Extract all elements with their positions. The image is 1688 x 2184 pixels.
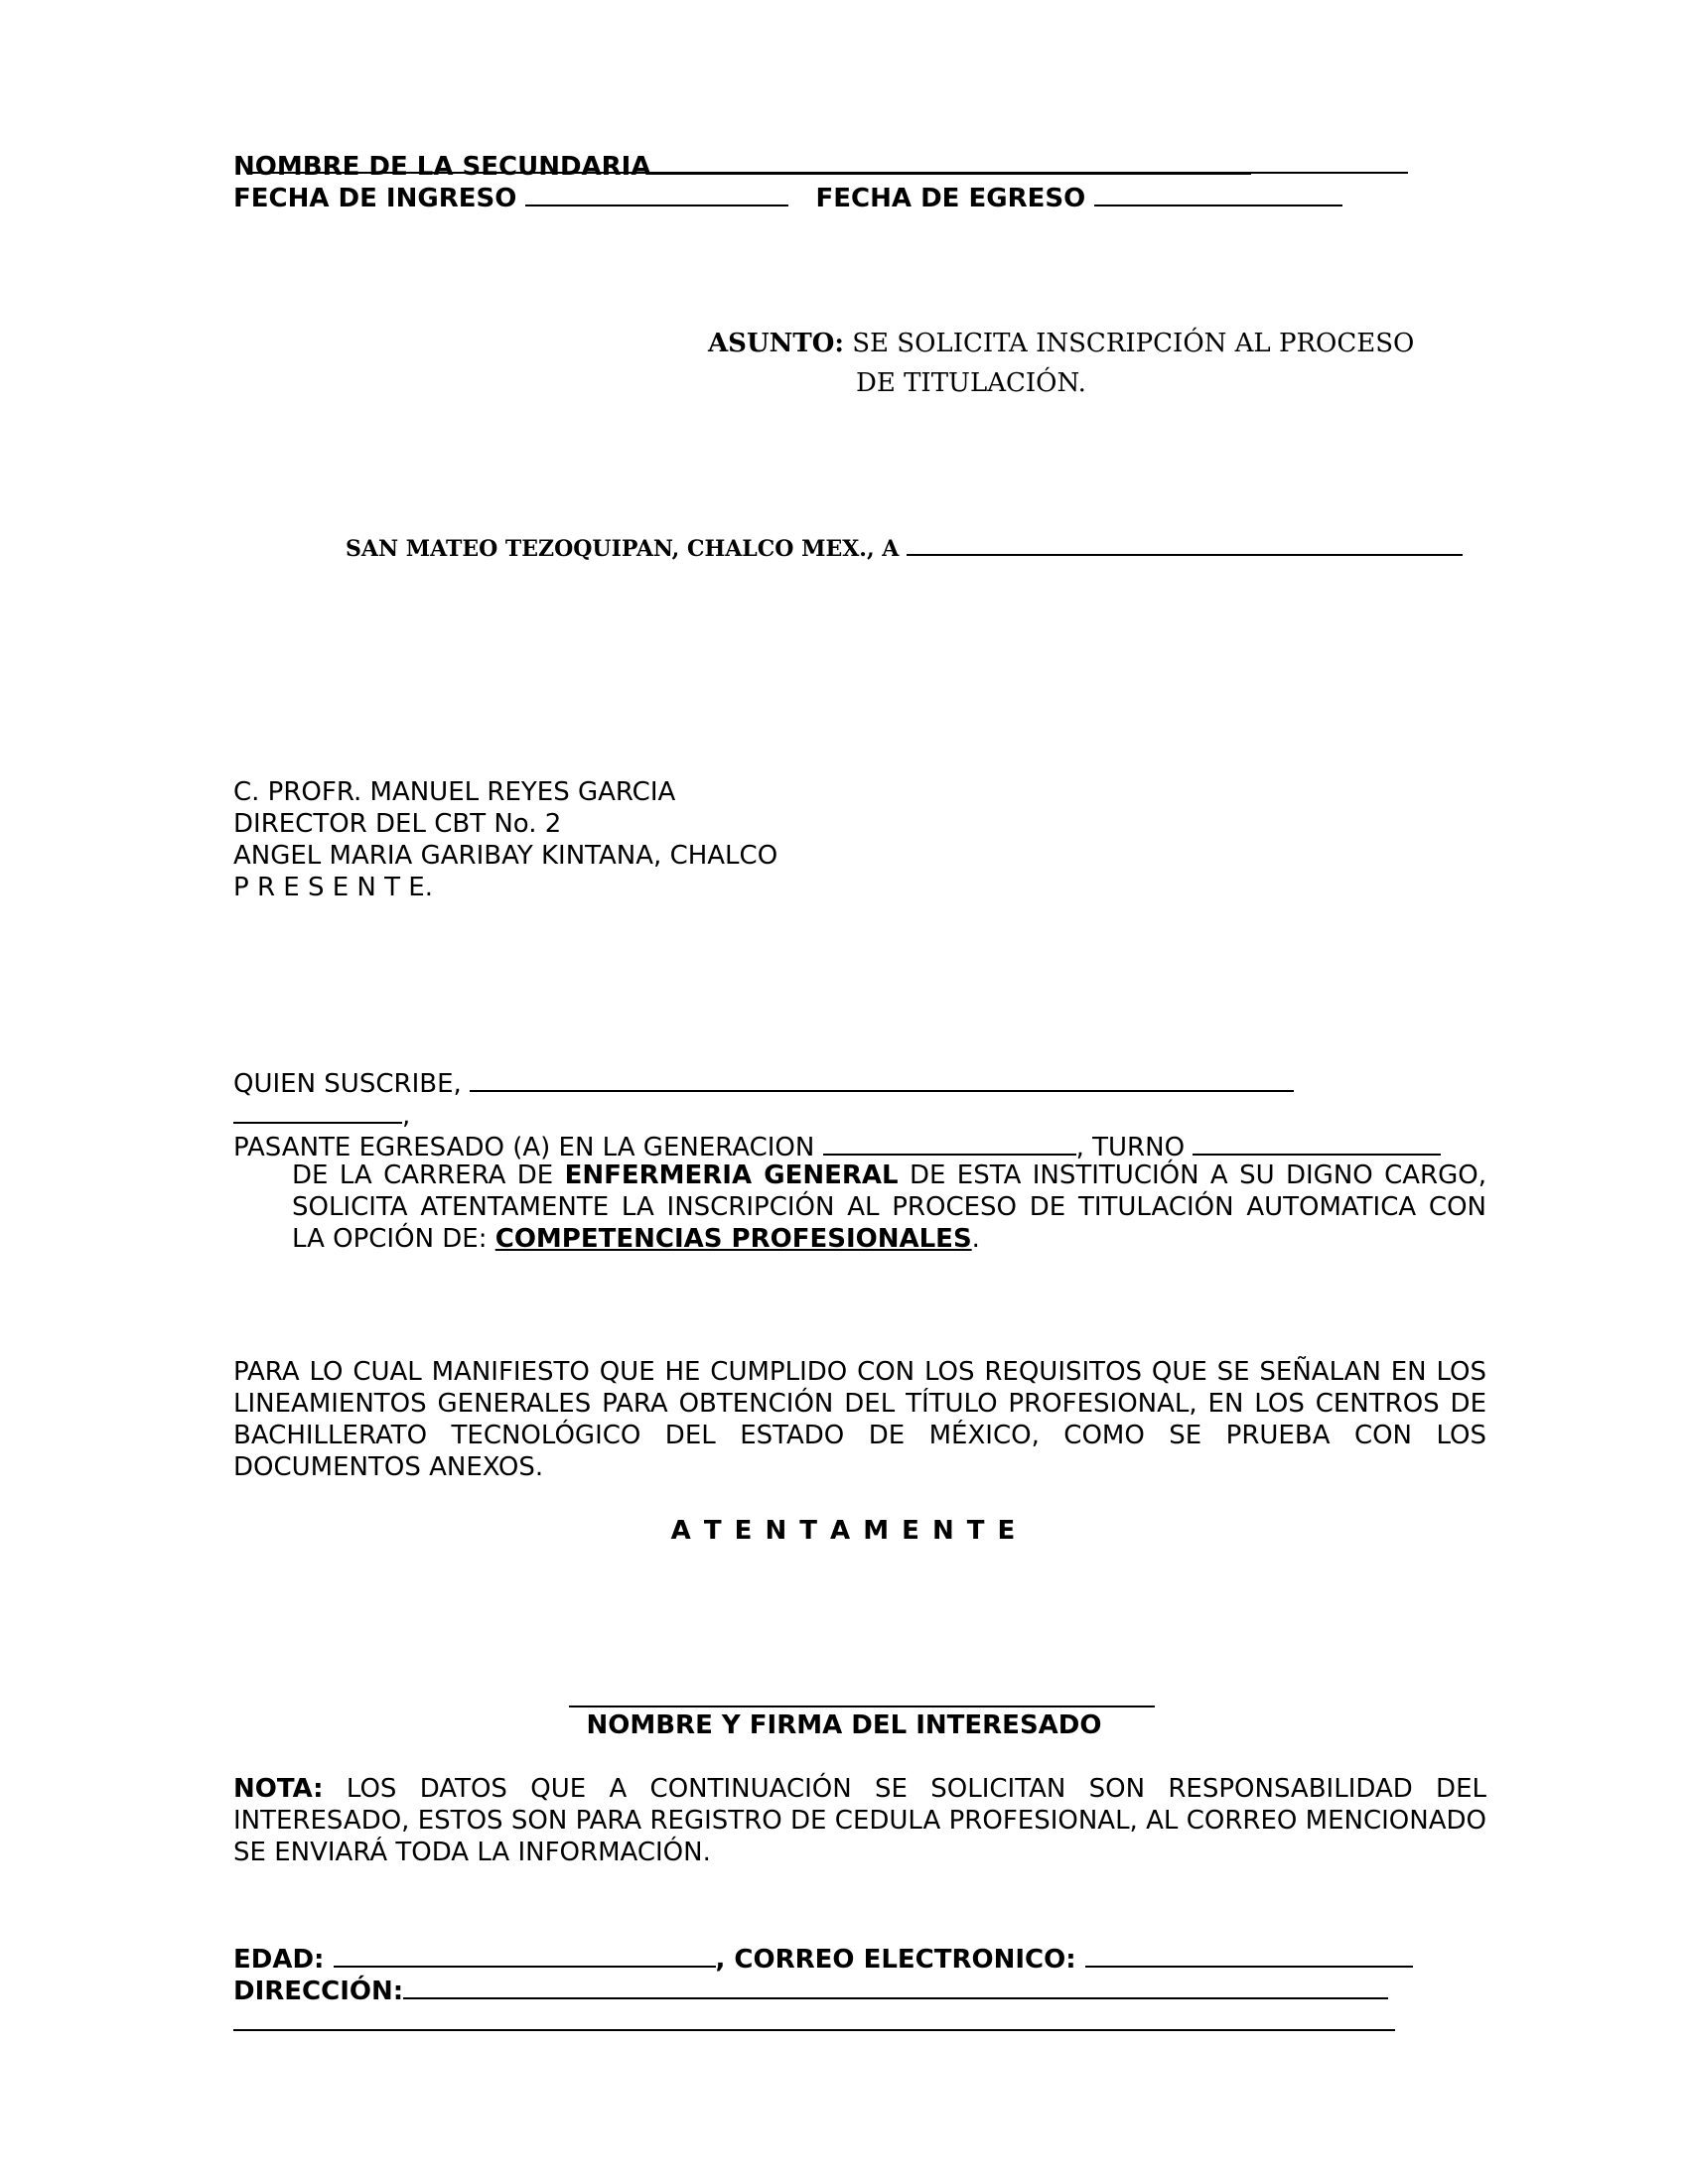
quien-suscribe-label: QUIEN SUSCRIBE, xyxy=(233,1069,471,1099)
edad-blank xyxy=(334,1940,716,1968)
turno-label: , TURNO xyxy=(1075,1133,1194,1162)
direccion-blank xyxy=(403,1972,1388,1999)
nombre-blank xyxy=(470,1064,1294,1092)
nota-paragraph xyxy=(233,1773,1486,1868)
carrera-post: DE ESTA INSTITUCIÓN A SU DIGNO CARGO, SOLICITA ATENTAMENTE LA INSCRIPCIÓN AL PROCESO DE TITULACIÓN AUTOMATICA CON LA OPCIÓN DE: xyxy=(292,1160,1486,1254)
correo-label: , CORREO ELECTRONICO: xyxy=(715,1945,1085,1975)
nombre-blank-cont xyxy=(233,1096,402,1124)
generacion-blank xyxy=(823,1128,1076,1156)
edad-label: EDAD: xyxy=(233,1945,334,1975)
direccion-row xyxy=(233,1972,1388,2007)
atentamente: A T E N T A M E N T E xyxy=(670,1516,1018,1546)
egreso-blank xyxy=(1094,179,1342,206)
recipient-line1: C. PROFR. MANUEL REYES GARCIA xyxy=(233,777,676,807)
direccion-blank-cont xyxy=(233,2003,1395,2031)
carrera-name: ENFERMERIA GENERAL xyxy=(564,1160,899,1190)
correo-blank xyxy=(1085,1940,1413,1968)
asunto-label: ASUNTO: xyxy=(708,329,844,358)
pasante-label: PASANTE EGRESADO (A) EN LA GENERACION xyxy=(233,1133,823,1162)
turno-blank xyxy=(1193,1128,1441,1156)
place-date-row xyxy=(346,532,1463,565)
signature-blank xyxy=(569,1680,1155,1707)
carrera-pre: DE LA CARRERA DE xyxy=(292,1160,565,1190)
secundaria-row xyxy=(233,147,1251,183)
carrera-paragraph xyxy=(292,1160,1486,1255)
opcion-name: COMPETENCIAS PROFESIONALES xyxy=(494,1224,972,1254)
recipient-line4: P R E S E N T E. xyxy=(233,873,433,902)
direccion-label: DIRECCIÓN: xyxy=(233,1977,404,2006)
ingreso-label: FECHA DE INGRESO xyxy=(233,184,526,213)
nota-label: NOTA: xyxy=(233,1774,324,1804)
manifiesto-paragraph: PARA LO CUAL MANIFIESTO QUE HE CUMPLIDO CON LOS REQUISITOS QUE SE SEÑALAN EN LOS LINEAMIENTOS GENERALES PARA OBTENCIÓN DEL TÍTULO PROFESIONAL, EN LOS CENTROS DE BACHILLERATO TECNOLÓGICO DEL ESTADO DE MÉXICO, COMO SE PRUEBA CON LOS DOCUMENTOS ANEXOS. xyxy=(233,1357,1486,1482)
signature-label: NOMBRE Y FIRMA DEL INTERESADO xyxy=(586,1710,1102,1740)
recipient-line2: DIRECTOR DEL CBT No. 2 xyxy=(233,809,562,839)
fechas-row xyxy=(233,179,1342,214)
edad-correo-row xyxy=(233,1940,1413,1976)
opcion-end: . xyxy=(971,1224,980,1254)
quien-suscribe-row xyxy=(233,1064,1294,1100)
pasante-row xyxy=(233,1128,1441,1163)
date-blank xyxy=(907,532,1463,556)
egreso-label: FECHA DE EGRESO xyxy=(815,184,1095,213)
place-date-text: SAN MATEO TEZOQUIPAN, CHALCO MEX., A xyxy=(346,536,908,562)
recipient-line3: ANGEL MARIA GARIBAY KINTANA, CHALCO xyxy=(233,841,778,871)
comma: , xyxy=(402,1101,411,1131)
quien-suscribe-cont xyxy=(233,1096,410,1132)
asunto-line2: DE TITULACIÓN. xyxy=(856,368,1086,398)
asunto-line1 xyxy=(708,328,1414,359)
ingreso-blank xyxy=(525,179,788,206)
secundaria-label: NOMBRE DE LA SECUNDARIA xyxy=(233,152,651,182)
nota-text: LOS DATOS QUE A CONTINUACIÓN SE SOLICITAN SON RESPONSABILIDAD DEL INTERESADO, ESTOS SON PARA REGISTRO DE CEDULA PROFESIONAL, AL CORREO MENCIONADO SE ENVIARÁ TODA LA INFORMACIÓN. xyxy=(233,1774,1486,1867)
direccion-cont-row xyxy=(233,2003,1395,2039)
secundaria-blank xyxy=(650,147,1251,175)
asunto-text-1: SE SOLICITA INSCRIPCIÓN AL PROCESO xyxy=(843,329,1415,358)
